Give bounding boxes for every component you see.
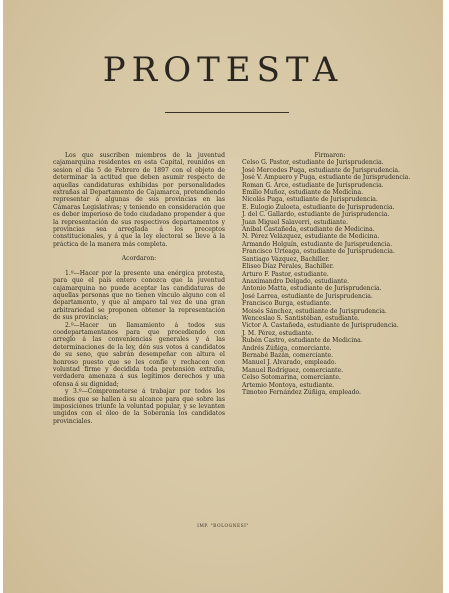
signature-line: José V. Ampuero y Puga, estudiante de Jurisprudencia. — [242, 174, 411, 182]
clause-3: y 3.º—Comprometerse á trabajar por todos los medios que se hallen á su alcance para que sobre las imposiciones triunfe la voluntad popular, y se levanten ungidos con el óleo de la Soberanía los candidatos provinciales. — [53, 388, 225, 425]
signature-line: Rubén Castro, estudiante de Medicina. — [242, 337, 363, 345]
signature-line: Aníbal Castañeda, estudiante de Medicina. — [242, 226, 375, 234]
signature-line: Emilio Muñoz, estudiante de Medicina. — [242, 189, 364, 197]
firmaron-heading: Firmaron: — [314, 152, 346, 159]
signature-line: Bernabé Bazán, comerciante. — [242, 351, 334, 359]
signature-line: Moisés Sánchez, estudiante de Jurisprudencia. — [242, 307, 387, 315]
clause-2: 2.º—Hacer un llamamiento á todos sus coodepartamentanos para que procediendo con arreglo á las conveniencias generales y á las determinaciones de la ley, dén sus votos á candidatos de su seno, que sabrán desempeñar con altura el honroso puesto que se les confíe y rechacen con voluntad firme y decidida toda pretensión extraña, verdadera amenaza á sus legítimos derechos y una ofensa á su dignidad; — [53, 321, 225, 388]
signature-line: Timoteo Fernández Zúñiga, empleado. — [242, 389, 361, 396]
signature-line: Anaximandro Delgado, estudiante. — [242, 277, 350, 285]
page-title: PROTESTA — [102, 50, 344, 90]
signature-line: N. Pérez Velázquez, estudiante de Medicina. — [242, 233, 380, 241]
signature-line: E. Eulogio Zuloeta, estudiante de Jurisprudencia. — [242, 203, 395, 211]
right-column — [242, 152, 418, 396]
signature-line: Victor A. Castañeda, estudiante de Jurisprudencia. — [242, 322, 399, 330]
signature-line: Francisco Urteaga, estudiante de Jurisprudencia. — [242, 248, 395, 256]
signature-line: Wenceslao S. Santistéban, estudiante. — [242, 314, 360, 322]
signature-line: Roman G. Arce, estudiante de Jurisprudencia. — [242, 181, 384, 189]
document-sheet — [3, 0, 443, 593]
left-column — [53, 152, 225, 425]
acordaron-heading: Acordaron: — [121, 255, 157, 263]
intro-paragraph: Los que suscriben miembros de la juventud cajamarquina residentes en esta Capital, reunidos en sesion el dia 5 de Febrero de 1897 con el objeto de determinar la actitud que deben asumir respecto de aquellas candidaturas exhibidas por personalidades extrañas al Departamento de Cajamarca, pretendiendo representar á algunas de sus provincias en las Cámaras Legislativas; y teniendo en consideración que es deber imperioso de todo ciudadano propender á que la representación de sus respectivos departamentos y provincias sea arreglada á los preceptos constitucionales, y á que la ley electoral se lleve á la práctica de la manera más completa. — [53, 152, 225, 248]
signature-line: J. del C. Gallardo, estudiante de Jurisprudencia. — [242, 211, 390, 219]
signature-line: Manuel Rodríguez, comerciante. — [242, 366, 344, 374]
signature-line: Francisco Burga, estudiante. — [242, 300, 332, 308]
signature-line: José Mercedes Puga, estudiante de Jurisprudencia. — [242, 166, 400, 174]
signature-line: Eliseo Díaz Perales, Bachiller. — [242, 263, 334, 271]
signature-line: Armando Holguín, estudiante de Jurisprudencia. — [242, 240, 393, 248]
signature-line: Santiago Vázquez, Bachiller. — [242, 255, 330, 263]
signature-line: Andrés Zúñiga, comerciante. — [242, 344, 332, 352]
signature-line: Celso Sotomarina, comerciante. — [242, 374, 341, 382]
signature-line: Juan Miguel Salaverri, estudiante. — [242, 218, 348, 226]
title-rule — [165, 112, 289, 113]
clause-1: 1.º—Hacer por la presente una enérgica protesta, para que el país entero conozca que la juventud cajamarquina no puede aceptar las candidaturas de aquellas personas que no tienen vínculo alguno con el departamento, y que al amparo tal vez de una gran arbitrariedad se proponen obtener la representación de sus provincias; — [53, 269, 225, 322]
printer-imprint: IMP. "BOLOGNESI" — [197, 524, 249, 529]
signature-line: J. M. Pérez, estudiante. — [242, 329, 314, 337]
signature-line: Nicolás Puga, estudiante de Jurisprudencia. — [242, 196, 378, 204]
signature-line: Arturo F. Pastor, estudiante. — [242, 270, 329, 278]
signature-line: Manuel J. Alvarado, empleado. — [242, 359, 337, 367]
signature-line: José Larrea, estudiante de Jurisprudencia. — [242, 292, 373, 300]
signature-line: Celso G. Pastor, estudiante de Jurisprudencia. — [242, 159, 384, 167]
signature-line: Antonio Matta, estudiante de Jurisprudencia. — [242, 285, 382, 293]
signature-line: Artemio Montoya, estudiante. — [242, 381, 335, 389]
signature-list — [242, 159, 418, 396]
